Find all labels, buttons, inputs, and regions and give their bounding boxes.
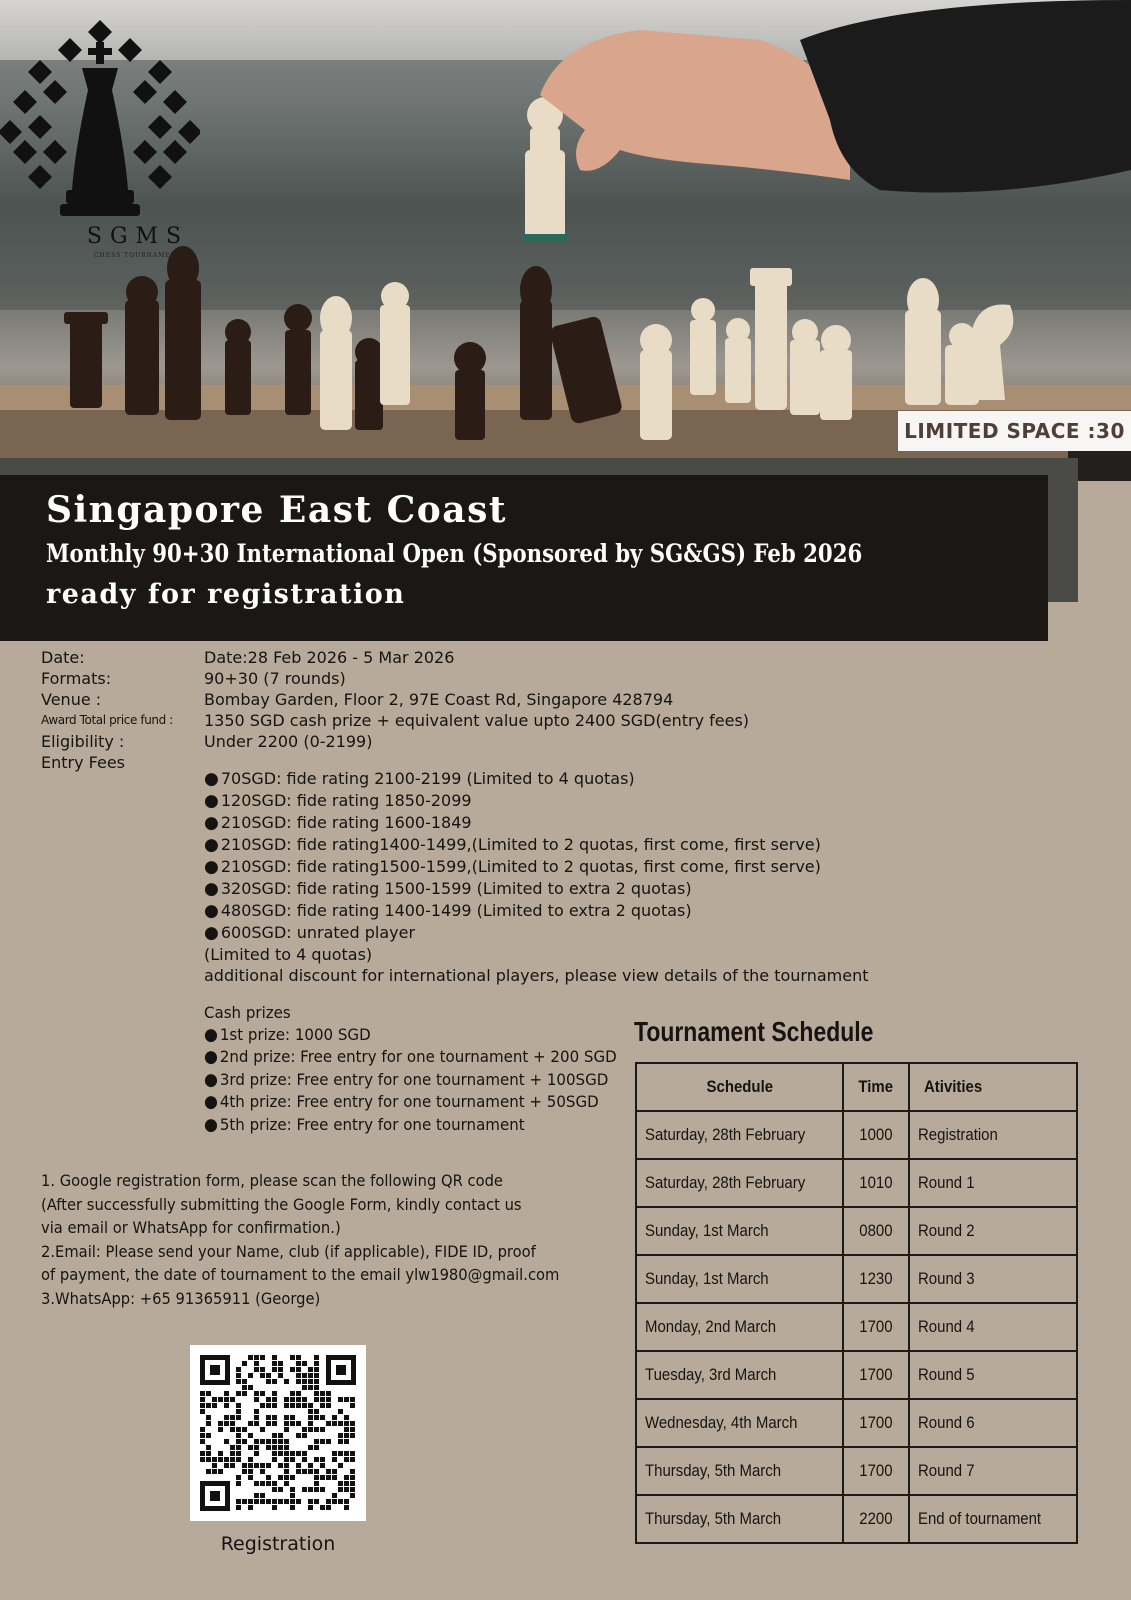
table-cell: Round 2 <box>909 1207 1077 1255</box>
bullet-icon: ● <box>204 1069 218 1090</box>
table-row <box>636 1351 1077 1399</box>
bullet-icon: ● <box>204 923 219 943</box>
entry-note: additional discount for international players, please view details of the tournament <box>204 966 869 985</box>
entry-note: (Limited to 4 quotas) <box>204 945 373 964</box>
qr-code-graphic <box>200 1355 356 1511</box>
detail-label: Date: <box>41 648 85 667</box>
bullet-icon: ● <box>204 1024 218 1045</box>
table-row <box>636 1255 1077 1303</box>
table-cell: 1000 <box>843 1111 909 1159</box>
qr-label: Registration <box>220 1533 336 1555</box>
bullet-icon: ● <box>204 1092 218 1112</box>
detail-label: Entry Fees <box>41 753 126 772</box>
registration-line: (After successfully submitting the Google Form, kindly contact us <box>41 1194 522 1214</box>
entry-fees-list <box>204 768 869 986</box>
table-cell: Thursday, 5th March <box>636 1447 843 1495</box>
bullet-icon: ● <box>204 813 219 833</box>
list-item: ● 5th prize: Free entry for one tournament <box>204 1114 525 1135</box>
event-tagline: ready for registration <box>46 579 406 610</box>
table-cell: 1230 <box>843 1255 909 1303</box>
logo-subtext: CHESS TOURNAMENT <box>93 252 183 259</box>
registration-line: 2.Email: Please send your Name, club (if applicable), FIDE ID, proof <box>41 1241 536 1261</box>
table-cell: Round 5 <box>909 1351 1077 1399</box>
detail-label: Venue : <box>41 690 102 709</box>
registration-whatsapp-line[interactable]: 3.WhatsApp: +65 91365911 (George) <box>41 1288 321 1308</box>
detail-label: Eligibility : <box>41 732 125 751</box>
table-cell: Sunday, 1st March <box>636 1255 843 1303</box>
table-cell: Wednesday, 4th March <box>636 1399 843 1447</box>
table-cell: Round 6 <box>909 1399 1077 1447</box>
detail-value: Under 2200 (0-2199) <box>204 732 373 751</box>
registration-line: 1. Google registration form, please scan the following QR code <box>41 1171 503 1190</box>
table-cell: Saturday, 28th February <box>636 1159 843 1207</box>
table-row <box>636 1399 1077 1447</box>
table-cell: Round 3 <box>909 1255 1077 1303</box>
cash-prizes-heading: Cash prizes <box>204 1003 291 1022</box>
column-header: Ativities <box>909 1063 1077 1111</box>
table-row <box>636 1207 1077 1255</box>
list-item: ● 2nd prize: Free entry for one tournament + 200 SGD <box>204 1047 617 1067</box>
event-title: Singapore East Coast <box>46 489 508 531</box>
table-cell: Sunday, 1st March <box>636 1207 843 1255</box>
table-row <box>636 1495 1077 1543</box>
registration-email-line[interactable]: of payment, the date of tournament to the email ylw1980@gmail.com <box>41 1265 560 1284</box>
list-item: ● 600SGD: unrated player <box>204 923 416 943</box>
table-cell: Round 1 <box>909 1159 1077 1207</box>
bullet-icon: ● <box>204 791 219 811</box>
bullet-icon: ● <box>204 857 219 877</box>
table-cell: Registration <box>909 1111 1077 1159</box>
list-item: ● 320SGD: fide rating 1500-1599 (Limited to extra 2 quotas) <box>204 879 692 899</box>
detail-label: Formats: <box>41 669 112 688</box>
schedule-table <box>635 1062 1078 1544</box>
table-cell: 1700 <box>843 1351 909 1399</box>
list-item: ● 210SGD: fide rating 1600-1849 <box>204 813 472 833</box>
title-banner <box>0 475 1048 641</box>
registration-line: via email or WhatsApp for confirmation.) <box>41 1218 341 1237</box>
list-item: ● 1st prize: 1000 SGD <box>204 1024 371 1045</box>
bullet-icon: ● <box>204 835 219 855</box>
column-header: Time <box>843 1063 909 1111</box>
list-item: ● 4th prize: Free entry for one tournament + 50SGD <box>204 1092 599 1112</box>
bullet-icon: ● <box>204 1114 218 1135</box>
table-cell: End of tournament <box>909 1495 1077 1543</box>
schedule-title: Tournament Schedule <box>634 1016 874 1047</box>
list-item: ● 70SGD: fide rating 2100-2199 (Limited to 4 quotas) <box>204 769 635 789</box>
logo-text: SGMS <box>86 224 190 249</box>
table-cell: Thursday, 5th March <box>636 1495 843 1543</box>
list-item: ● 210SGD: fide rating1500-1599,(Limited to 2 quotas, first come, first serve) <box>204 857 821 877</box>
cash-prizes <box>204 1002 643 1136</box>
sgms-logo <box>0 0 200 240</box>
limited-space-badge: LIMITED SPACE :30 <box>898 411 1131 451</box>
table-header-row <box>636 1063 1077 1111</box>
bullet-icon: ● <box>204 769 219 789</box>
event-subtitle: Monthly 90+30 International Open (Sponsored by SG&GS) Feb 2026 <box>46 539 863 568</box>
registration-instructions <box>41 1169 604 1310</box>
table-cell: 1010 <box>843 1159 909 1207</box>
column-header: Schedule <box>636 1063 843 1111</box>
detail-value: Date:28 Feb 2026 - 5 Mar 2026 <box>204 648 455 667</box>
detail-label: Award Total price fund : <box>41 713 173 727</box>
table-cell: Tuesday, 3rd March <box>636 1351 843 1399</box>
bullet-icon: ● <box>204 879 219 899</box>
list-item: ● 120SGD: fide rating 1850-2099 <box>204 791 472 811</box>
table-row <box>636 1303 1077 1351</box>
table-cell: 1700 <box>843 1303 909 1351</box>
qr-code-icon[interactable] <box>190 1345 366 1521</box>
table-cell: 2200 <box>843 1495 909 1543</box>
bullet-icon: ● <box>204 901 219 921</box>
table-cell: 0800 <box>843 1207 909 1255</box>
detail-value: Bombay Garden, Floor 2, 97E Coast Rd, Singapore 428794 <box>204 690 674 709</box>
list-item: ● 3rd prize: Free entry for one tournament + 100SGD <box>204 1069 609 1090</box>
list-item: ● 210SGD: fide rating1400-1499,(Limited to 2 quotas, first come, first serve) <box>204 835 821 855</box>
table-cell: Round 7 <box>909 1447 1077 1495</box>
bullet-icon: ● <box>204 1047 218 1067</box>
table-cell: 1700 <box>843 1447 909 1495</box>
table-cell: Monday, 2nd March <box>636 1303 843 1351</box>
list-item: ● 480SGD: fide rating 1400-1499 (Limited to extra 2 quotas) <box>204 901 692 921</box>
detail-value: 90+30 (7 rounds) <box>204 669 346 688</box>
table-cell: 1700 <box>843 1399 909 1447</box>
table-cell: Round 4 <box>909 1303 1077 1351</box>
table-row <box>636 1111 1077 1159</box>
table-cell: Saturday, 28th February <box>636 1111 843 1159</box>
detail-value: 1350 SGD cash prize + equivalent value upto 2400 SGD(entry fees) <box>204 711 750 730</box>
hero-photo <box>0 0 1131 458</box>
table-row <box>636 1159 1077 1207</box>
table-row <box>636 1447 1077 1495</box>
